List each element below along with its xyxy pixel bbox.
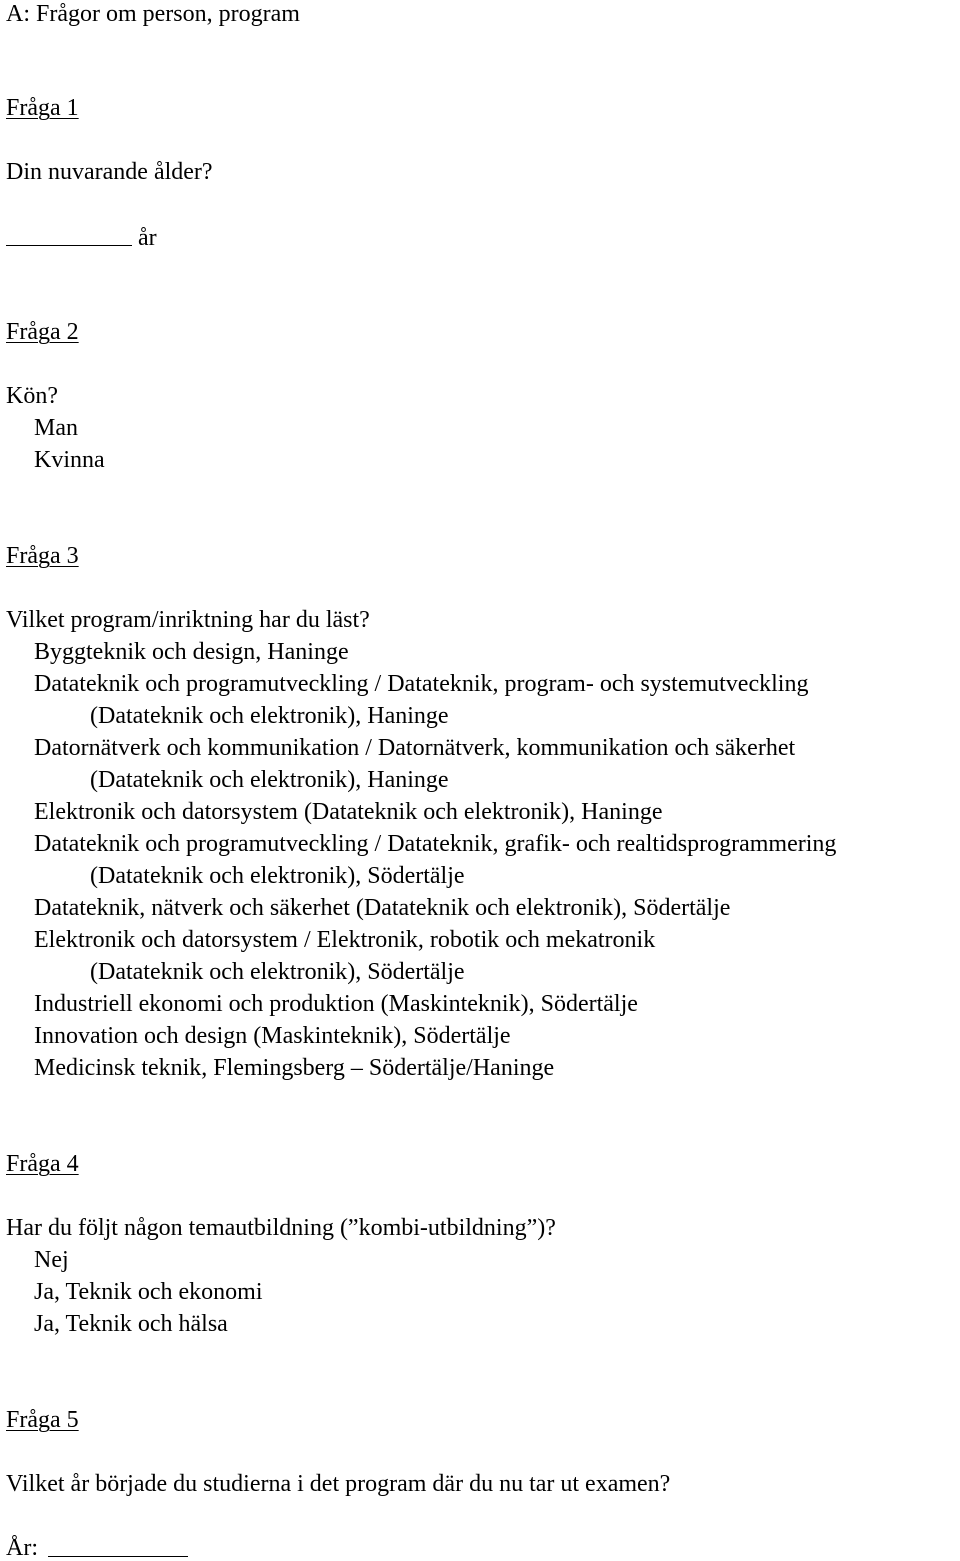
question-5-text: Vilket år började du studierna i det program där du nu tar ut examen? bbox=[6, 1471, 671, 1497]
program-option[interactable]: Datornätverk och kommunikation / Datornätverk, kommunikation och säkerhet bbox=[34, 735, 796, 761]
age-unit-label: år bbox=[138, 225, 157, 251]
program-option[interactable]: Elektronik och datorsystem / Elektronik, robotik och mekatronik bbox=[34, 927, 656, 953]
program-option-continuation: (Datateknik och elektronik), Haninge bbox=[90, 767, 449, 793]
theme-option-nej[interactable]: Nej bbox=[34, 1247, 69, 1273]
program-option[interactable]: Medicinsk teknik, Flemingsberg – Södertälje/Haninge bbox=[34, 1055, 555, 1081]
question-1-label: Fråga 1 bbox=[6, 95, 79, 121]
program-option-continuation: (Datateknik och elektronik), Haninge bbox=[90, 703, 449, 729]
theme-option-ekonomi[interactable]: Ja, Teknik och ekonomi bbox=[34, 1279, 263, 1305]
section-title: A: Frågor om person, program bbox=[6, 1, 300, 27]
question-3-label: Fråga 3 bbox=[6, 543, 79, 569]
question-3-text: Vilket program/inriktning har du läst? bbox=[6, 607, 370, 633]
question-2-text: Kön? bbox=[6, 383, 58, 409]
program-option[interactable]: Elektronik och datorsystem (Datateknik och elektronik), Haninge bbox=[34, 799, 663, 825]
age-answer-field[interactable] bbox=[6, 245, 132, 246]
program-option[interactable]: Datateknik, nätverk och säkerhet (Datateknik och elektronik), Södertälje bbox=[34, 895, 731, 921]
program-option-continuation: (Datateknik och elektronik), Södertälje bbox=[90, 959, 465, 985]
program-option[interactable]: Datateknik och programutveckling / Datateknik, program- och systemutveckling bbox=[34, 671, 809, 697]
theme-option-halsa[interactable]: Ja, Teknik och hälsa bbox=[34, 1311, 228, 1337]
program-option[interactable]: Industriell ekonomi och produktion (Maskinteknik), Södertälje bbox=[34, 991, 638, 1017]
year-answer-label: År: bbox=[6, 1535, 38, 1561]
gender-option-man[interactable]: Man bbox=[34, 415, 78, 441]
question-5-label: Fråga 5 bbox=[6, 1407, 79, 1433]
question-2-label: Fråga 2 bbox=[6, 319, 79, 345]
program-option[interactable]: Innovation och design (Maskinteknik), Södertälje bbox=[34, 1023, 511, 1049]
program-option[interactable]: Byggteknik och design, Haninge bbox=[34, 639, 349, 665]
program-option[interactable]: Datateknik och programutveckling / Datateknik, grafik- och realtidsprogrammering bbox=[34, 831, 837, 857]
question-4-label: Fråga 4 bbox=[6, 1151, 79, 1177]
gender-option-kvinna[interactable]: Kvinna bbox=[34, 447, 105, 473]
question-4-text: Har du följt någon temautbildning (”kombi-utbildning”)? bbox=[6, 1215, 556, 1241]
question-1-text: Din nuvarande ålder? bbox=[6, 159, 213, 185]
program-option-continuation: (Datateknik och elektronik), Södertälje bbox=[90, 863, 465, 889]
year-answer-field[interactable] bbox=[48, 1556, 188, 1557]
